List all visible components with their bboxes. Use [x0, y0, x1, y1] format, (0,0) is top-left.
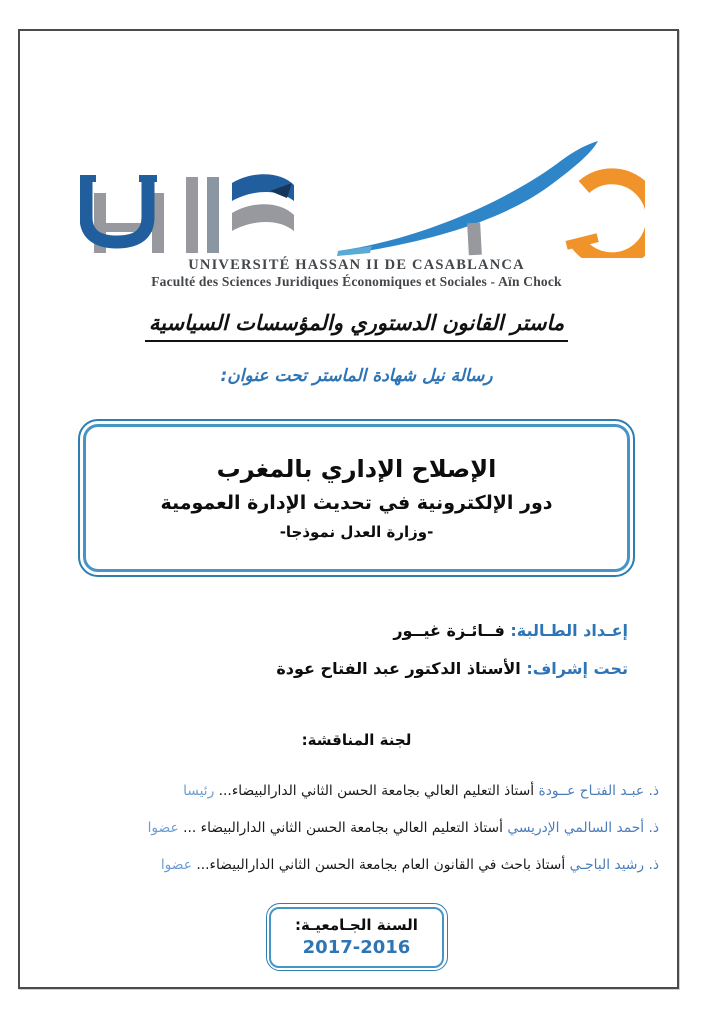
faculty-name: Faculté des Sciences Juridiques Économiques et Sociales - Aïn Chock	[151, 274, 562, 289]
student-name: فــائـزة غيــور	[393, 621, 505, 640]
thesis-title-box	[78, 419, 635, 577]
academic-year-box	[266, 903, 448, 971]
committee-member-name: ذ. رشيد الباجـي	[569, 857, 659, 873]
committee-member-role: رئيسا	[183, 783, 215, 799]
master-program-heading	[0, 311, 713, 342]
committee-member-description: أستاذ التعليم العالي بجامعة الحسن الثاني الدارالبيضاء...	[218, 783, 535, 799]
hassan-ii-university-logo-icon	[80, 141, 645, 258]
committee-member-row	[40, 853, 659, 877]
author-block	[276, 612, 628, 688]
committee-member-role: عضوا	[160, 857, 192, 873]
committee-member-row	[40, 779, 659, 803]
thesis-title-main: الإصلاح الإداري بالمغرب	[216, 455, 497, 483]
university-logo	[80, 141, 645, 258]
thesis-title-subtitle: دور الإلكترونية في تحديث الإدارة العمومية	[160, 492, 553, 514]
committee-member-role: عضوا	[147, 820, 179, 836]
committee-member-name: ذ. عبـد الفتـاح عــودة	[538, 783, 659, 799]
university-name: UNIVERSITÉ HASSAN II DE CASABLANCA	[188, 257, 525, 273]
thesis-title-box-inner	[83, 424, 630, 572]
academic-year-label: السنة الجـامعيـة:	[295, 915, 418, 934]
committee-list	[40, 779, 659, 890]
master-program-heading-text: ماستر القانون الدستوري والمؤسسات السياسية	[145, 311, 568, 342]
supervisor-line	[276, 650, 628, 688]
prepared-by-label: إعـداد الطـالبة:	[510, 621, 628, 640]
academic-year-value: 2017-2016	[302, 936, 411, 958]
academic-year-box-inner	[269, 907, 444, 968]
supervisor-label: تحت إشراف:	[526, 659, 628, 678]
supervisor-name: الأستاذ الدكتور عبد الفتاح عودة	[276, 659, 521, 678]
thesis-note-heading: رسالة نيل شهادة الماستر تحت عنوان:	[220, 366, 493, 386]
committee-member-description: أستاذ باحث في القانون العام بجامعة الحسن الثاني الدارالبيضاء...	[196, 857, 566, 873]
committee-heading: لجنة المناقشة:	[301, 731, 412, 749]
thesis-title-case-study: -وزارة العدل نموذجا-	[279, 523, 434, 541]
committee-member-name: ذ. أحمد السالمي الإدريسي	[507, 820, 659, 836]
committee-member-description: أستاذ التعليم العالي بجامعة الحسن الثاني الدارالبيضاء ...	[183, 820, 503, 836]
committee-member-row	[40, 816, 659, 840]
prepared-by-line	[276, 612, 628, 650]
